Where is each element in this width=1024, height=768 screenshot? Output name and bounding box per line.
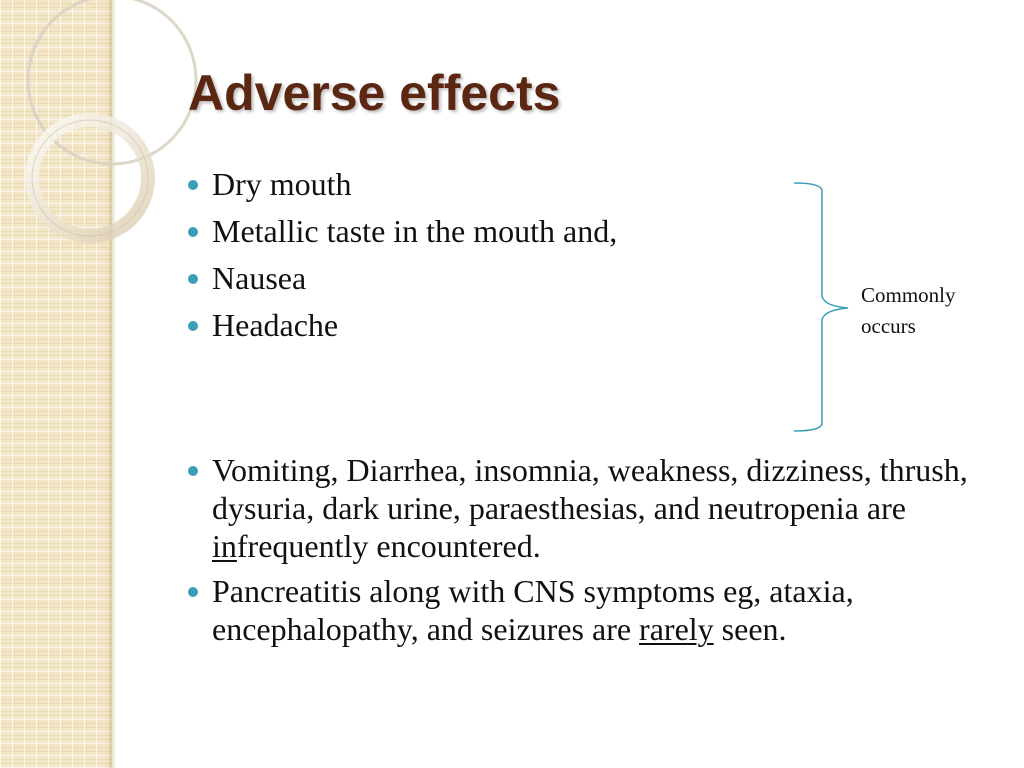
rare-text-before: Pancreatitis along with CNS symptoms eg, ataxia, encephalopathy, and seizures are (212, 573, 854, 647)
list-item-text: Metallic taste in the mouth and, (212, 213, 618, 249)
slide-title: Adverse effects (188, 65, 561, 121)
list-item (188, 164, 617, 211)
rare-text-after: seen. (713, 611, 787, 647)
common-effects-list (188, 164, 617, 352)
infrequent-underlined: in (212, 528, 237, 564)
decorative-ring-small (32, 120, 148, 236)
brace-note-line2: occurs (861, 314, 916, 338)
bullet-dot-icon (188, 180, 198, 190)
list-item-text: Nausea (212, 260, 307, 296)
list-item-text: Headache (212, 307, 339, 343)
list-item-text: Dry mouth (212, 166, 352, 202)
infrequent-text-before: Vomiting, Diarrhea, insomnia, weakness, dizziness, thrush, dysuria, dark urine, paraesthesias, and neutropenia are (212, 452, 968, 526)
decorative-rings (0, 0, 200, 260)
list-item (188, 258, 617, 305)
bullet-dot-icon (188, 321, 198, 331)
list-item (188, 572, 988, 648)
bullet-dot-icon (188, 587, 198, 597)
right-curly-brace (790, 178, 860, 438)
rare-underlined: rarely (639, 611, 714, 647)
other-effects-list (188, 451, 988, 655)
list-item (188, 211, 617, 258)
brace-note-line1: Commonly (861, 283, 956, 307)
list-item (188, 451, 988, 565)
list-item (188, 305, 617, 352)
infrequent-text-after: frequently encountered. (236, 528, 541, 564)
bullet-dot-icon (188, 466, 198, 476)
bullet-dot-icon (188, 274, 198, 284)
bullet-dot-icon (188, 227, 198, 237)
brace-note (861, 280, 956, 342)
